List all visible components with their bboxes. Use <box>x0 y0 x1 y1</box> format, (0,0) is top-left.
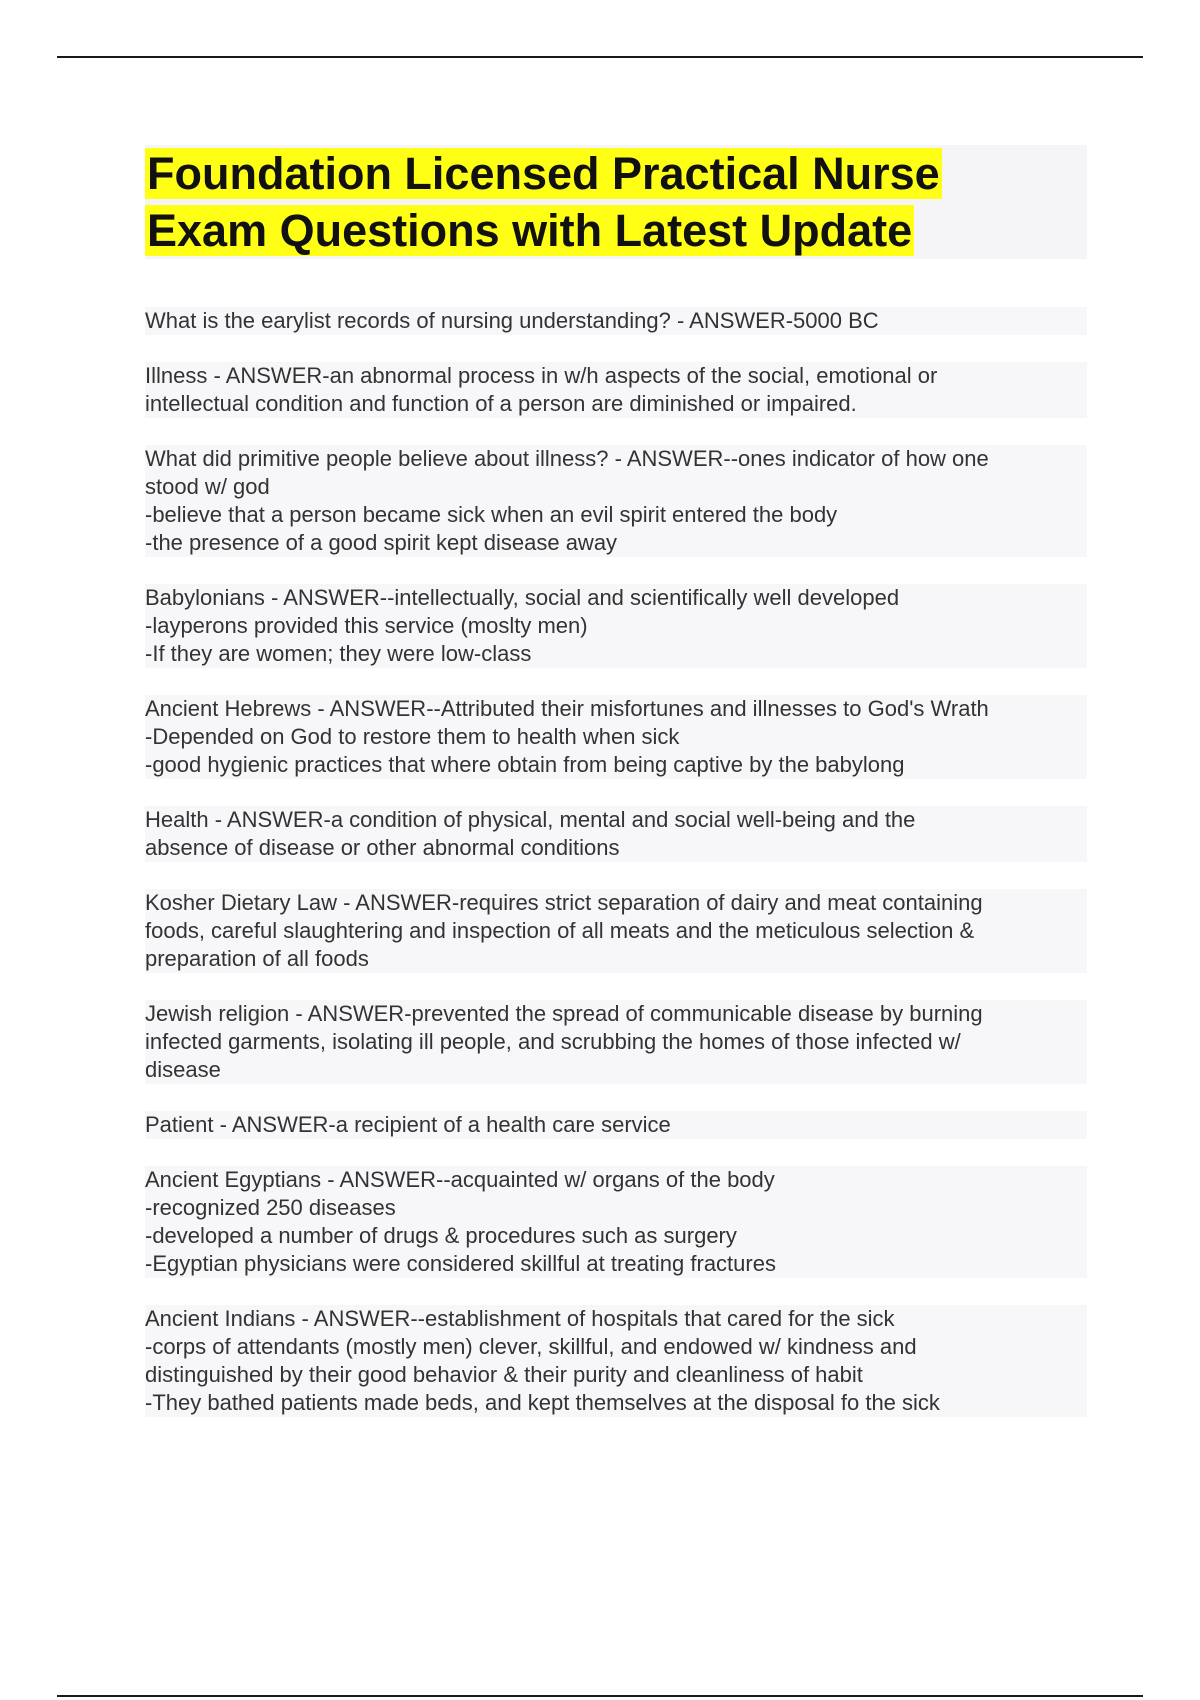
footer-rule <box>57 1695 1143 1697</box>
qa-entry <box>145 1000 1087 1084</box>
qa-entry <box>145 806 1087 862</box>
title-block <box>145 145 1087 259</box>
qa-line: foods, careful slaughtering and inspection of all meats and the meticulous selection & <box>145 917 1087 945</box>
qa-line: Ancient Hebrews - ANSWER--Attributed their misfortunes and illnesses to God's Wrath <box>145 695 1087 723</box>
qa-line: Babylonians - ANSWER--intellectually, social and scientifically well developed <box>145 584 1087 612</box>
qa-line: What did primitive people believe about illness? - ANSWER--ones indicator of how one <box>145 445 1087 473</box>
qa-line: Health - ANSWER-a condition of physical, mental and social well-being and the <box>145 806 1087 834</box>
qa-entry <box>145 1305 1087 1417</box>
qa-line: disease <box>145 1056 1087 1084</box>
qa-line: stood w/ god <box>145 473 1087 501</box>
qa-entry <box>145 584 1087 668</box>
qa-entry <box>145 445 1087 557</box>
qa-line: Ancient Egyptians - ANSWER--acquainted w/ organs of the body <box>145 1166 1087 1194</box>
qa-line: -believe that a person became sick when an evil spirit entered the body <box>145 501 1087 529</box>
qa-line: Jewish religion - ANSWER-prevented the spread of communicable disease by burning <box>145 1000 1087 1028</box>
qa-line: absence of disease or other abnormal conditions <box>145 834 1087 862</box>
qa-line: -good hygienic practices that where obtain from being captive by the babylong <box>145 751 1087 779</box>
qa-line: Ancient Indians - ANSWER--establishment of hospitals that cared for the sick <box>145 1305 1087 1333</box>
document-body <box>145 145 1087 1444</box>
qa-line: -recognized 250 diseases <box>145 1194 1087 1222</box>
qa-line: infected garments, isolating ill people, and scrubbing the homes of those infected w/ <box>145 1028 1087 1056</box>
qa-entry <box>145 695 1087 779</box>
qa-line: -developed a number of drugs & procedures such as surgery <box>145 1222 1087 1250</box>
qa-line: -Depended on God to restore them to health when sick <box>145 723 1087 751</box>
qa-entry <box>145 307 1087 335</box>
header-rule <box>57 56 1143 58</box>
title-line-1: Foundation Licensed Practical Nurse <box>147 148 940 199</box>
qa-line: preparation of all foods <box>145 945 1087 973</box>
qa-entry <box>145 1166 1087 1278</box>
qa-line: -corps of attendants (mostly men) clever, skillful, and endowed w/ kindness and <box>145 1333 1087 1361</box>
qa-entry <box>145 889 1087 973</box>
document-title <box>145 145 1087 259</box>
qa-line: -If they are women; they were low-class <box>145 640 1087 668</box>
qa-line: -Egyptian physicians were considered skillful at treating fractures <box>145 1250 1087 1278</box>
qa-line: -the presence of a good spirit kept disease away <box>145 529 1087 557</box>
qa-line: Illness - ANSWER-an abnormal process in w/h aspects of the social, emotional or <box>145 362 1087 390</box>
qa-line: distinguished by their good behavior & their purity and cleanliness of habit <box>145 1361 1087 1389</box>
qa-entry <box>145 1111 1087 1139</box>
qa-line: intellectual condition and function of a person are diminished or impaired. <box>145 390 1087 418</box>
qa-line: -layperons provided this service (moslty men) <box>145 612 1087 640</box>
title-line-2: Exam Questions with Latest Update <box>147 205 913 256</box>
qa-line: Kosher Dietary Law - ANSWER-requires strict separation of dairy and meat containing <box>145 889 1087 917</box>
qa-list <box>145 307 1087 1417</box>
qa-line: What is the earylist records of nursing understanding? - ANSWER-5000 BC <box>145 307 1087 335</box>
qa-entry <box>145 362 1087 418</box>
qa-line: -They bathed patients made beds, and kept themselves at the disposal fo the sick <box>145 1389 1087 1417</box>
qa-line: Patient - ANSWER-a recipient of a health care service <box>145 1111 1087 1139</box>
